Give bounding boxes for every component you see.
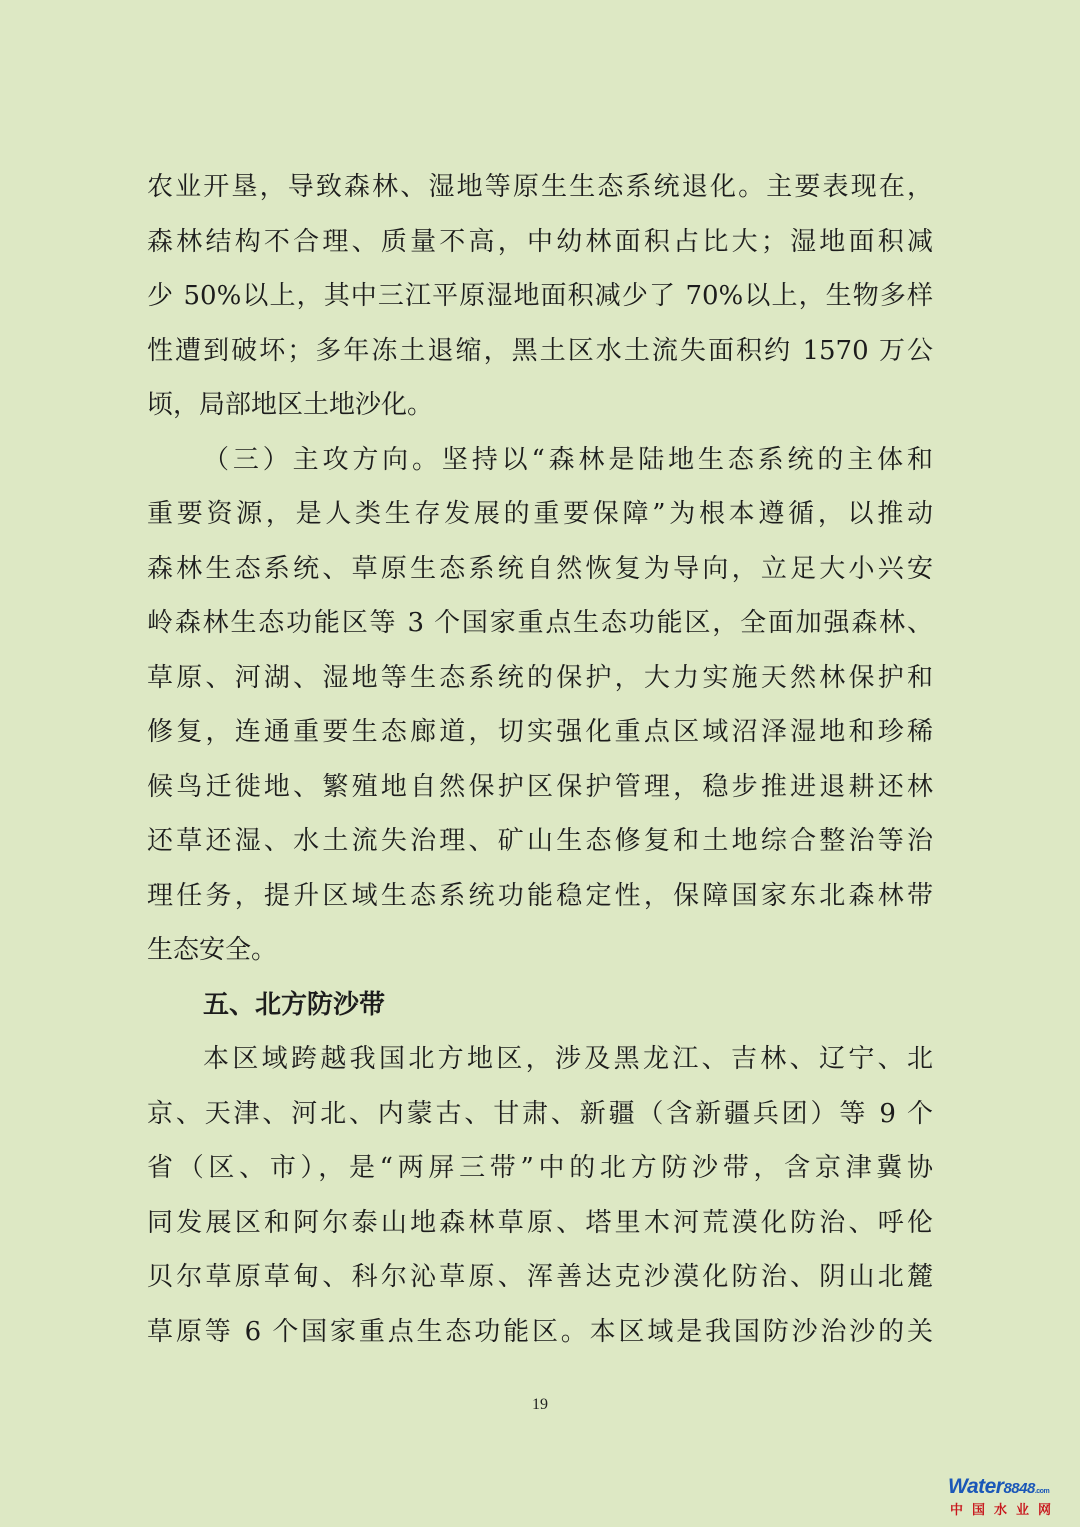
text-line: 顷，局部地区土地沙化。 [147,390,434,420]
text-line: 草原、河湖、湿地等生态系统的保护，大力实施天然林保护和 [147,662,933,693]
text-line: 修复，连通重要生态廊道，切实强化重点区域沼泽湿地和珍稀 [147,717,933,747]
text-line: 生态安全。 [147,935,278,965]
text-line: 农业开垦，导致森林、湿地等原生生态系统退化。主要表现在， [147,172,933,202]
text-line: 贝尔草原草甸、科尔沁草原、浑善达克沙漠化防治、阴山北麓 [147,1262,933,1292]
section-subheading-line: （三）主攻方向。坚持以“森林是陆地生态系统的主体和 [203,444,933,475]
text-line: 森林生态系统、草原生态系统自然恢复为导向，立足大小兴安 [147,553,933,584]
text-line: 草原等 6 个国家重点生态功能区。本区域是我国防沙治沙的关 [147,1316,933,1347]
watermark-logo [948,1475,1070,1519]
text-line: 京、天津、河北、内蒙古、甘肃、新疆（含新疆兵团）等 9 个 [147,1098,933,1129]
text-line: 候鸟迁徙地、繁殖地自然保护区保护管理，稳步推进退耕还林 [147,771,933,802]
text-line: 理任务，提升区域生态系统功能稳定性，保障国家东北森林带 [147,880,933,911]
watermark-chinese: 中国水业网 [950,1502,1061,1517]
text-line: 重要资源，是人类生存发展的重要保障”为根本遵循，以推动 [147,499,933,529]
watermark-number: 8848 [1003,1480,1035,1497]
watermark-suffix: .com [1034,1488,1050,1495]
body-text [147,160,933,1359]
text-line: 森林结构不合理、质量不高，中幼林面积占比大；湿地面积减 [147,226,933,257]
text-line: 还草还湿、水土流失治理、矿山生态修复和土地综合整治等治 [147,826,933,856]
watermark-brand [948,1475,1049,1499]
section-heading: 五、北方防沙带 [203,989,386,1020]
text-line: 性遭到破坏；多年冻土退缩，黑土区水土流失面积约 1570 万公 [147,335,933,366]
watermark-brand-text: Water [948,1475,1004,1498]
text-line: 本区域跨越我国北方地区，涉及黑龙江、吉林、辽宁、北 [203,1044,933,1074]
page-number: 19 [532,1396,548,1413]
text-line: 同发展区和阿尔泰山地森林草原、塔里木河荒漠化防治、呼伦 [147,1207,933,1238]
text-line: 少 50%以上，其中三江平原湿地面积减少了 70%以上，生物多样 [147,281,933,311]
text-line: 岭森林生态功能区等 3 个国家重点生态功能区，全面加强森林、 [147,608,933,638]
text-line: 省（区、市），是“两屏三带”中的北方防沙带，含京津冀协 [147,1153,933,1183]
